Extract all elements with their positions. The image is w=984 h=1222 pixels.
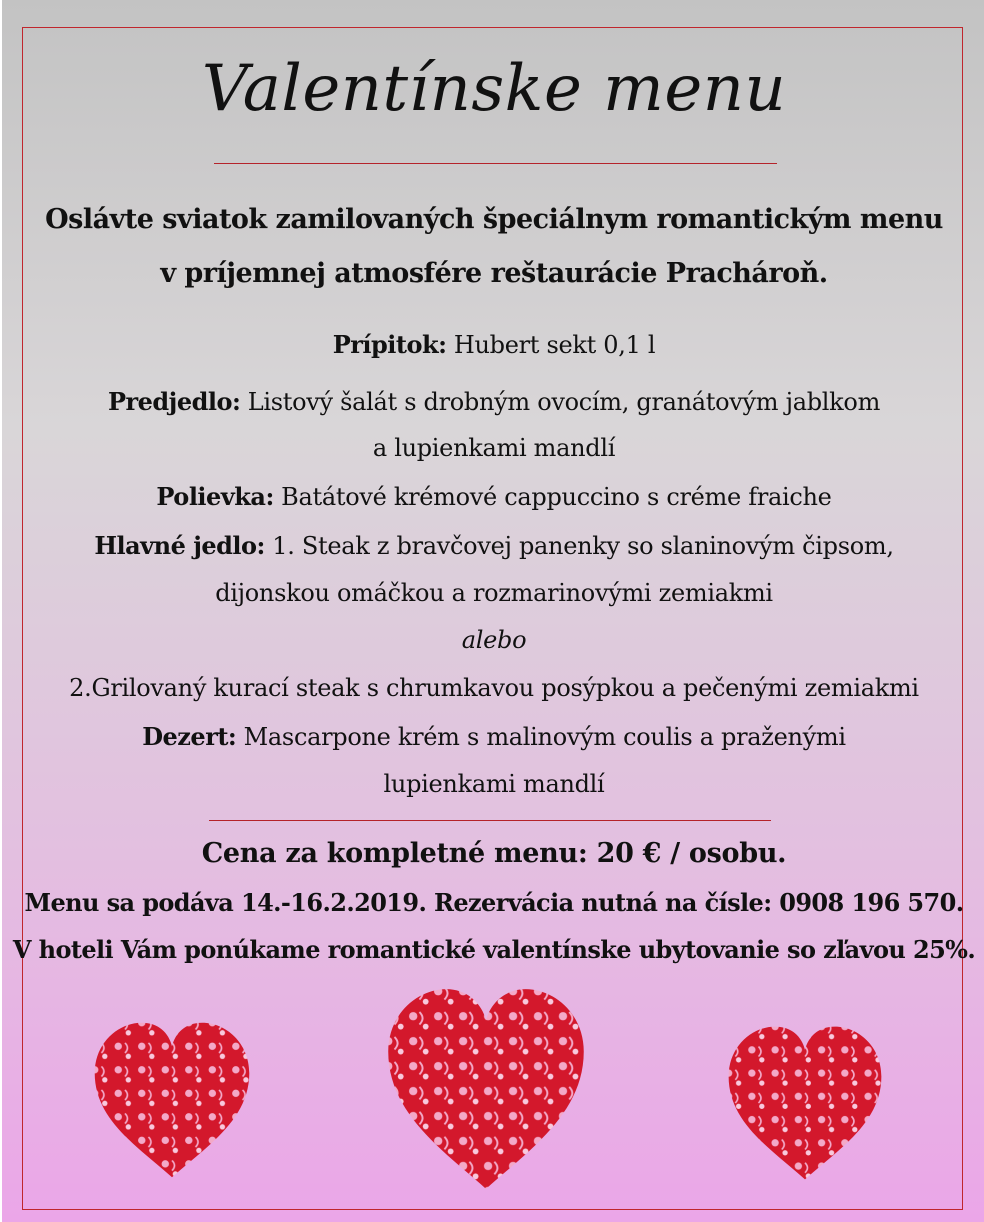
- hotel-offer: V hoteli Vám ponúkame romantické valentínske ubytovanie so zľavou 25%.: [12, 935, 976, 964]
- course-main-cont: dijonskou omáčkou a rozmarinovými zemiakmi: [215, 579, 773, 607]
- intro-line-2: v príjemnej atmosfére reštaurácie Prachároň.: [160, 258, 828, 289]
- course-text: Hubert sekt 0,1 l: [453, 331, 656, 359]
- course-text: Listový šalát s drobným ovocím, granátovým jablkom: [247, 388, 881, 416]
- course-label: Dezert:: [142, 722, 237, 751]
- course-main: [2, 531, 984, 560]
- course-label: Prípitok:: [332, 330, 447, 359]
- course-soup: [2, 482, 984, 511]
- intro-line-1: Oslávte sviatok zamilovaných špeciálnym romantickým menu: [45, 204, 943, 235]
- course-dessert: [2, 722, 984, 751]
- course-label: Hlavné jedlo:: [94, 531, 265, 560]
- heart-icon: [86, 1016, 258, 1184]
- course-main-or: alebo: [461, 626, 527, 654]
- course-starter-cont: a lupienkami mandlí: [372, 434, 616, 462]
- heart-icon: [718, 1020, 892, 1186]
- course-label: Polievka:: [156, 482, 274, 511]
- course-dessert-cont: lupienkami mandlí: [383, 770, 605, 798]
- course-starter: [2, 387, 984, 416]
- serving-info: Menu sa podáva 14.-16.2.2019. Rezervácia nutná na čísle: 0908 196 570.: [24, 888, 964, 917]
- course-main-option2: 2.Grilovaný kurací steak s chrumkavou posýpkou a pečenými zemiakmi: [69, 674, 919, 702]
- course-text: Batátové krémové cappuccino s créme fraiche: [281, 483, 832, 511]
- page-title: Valentínske menu: [201, 52, 787, 126]
- title-divider: [214, 163, 777, 164]
- course-text: Mascarpone krém s malinovým coulis a praženými: [243, 723, 846, 751]
- price-divider: [209, 820, 771, 821]
- price-text: Cena za kompletné menu: 20 € / osobu.: [201, 838, 787, 869]
- course-text: 1. Steak z bravčovej panenky so slaninovým čipsom,: [272, 532, 894, 560]
- course-label: Predjedlo:: [107, 387, 241, 416]
- course-toast: [2, 330, 984, 359]
- heart-icon: [362, 985, 610, 1193]
